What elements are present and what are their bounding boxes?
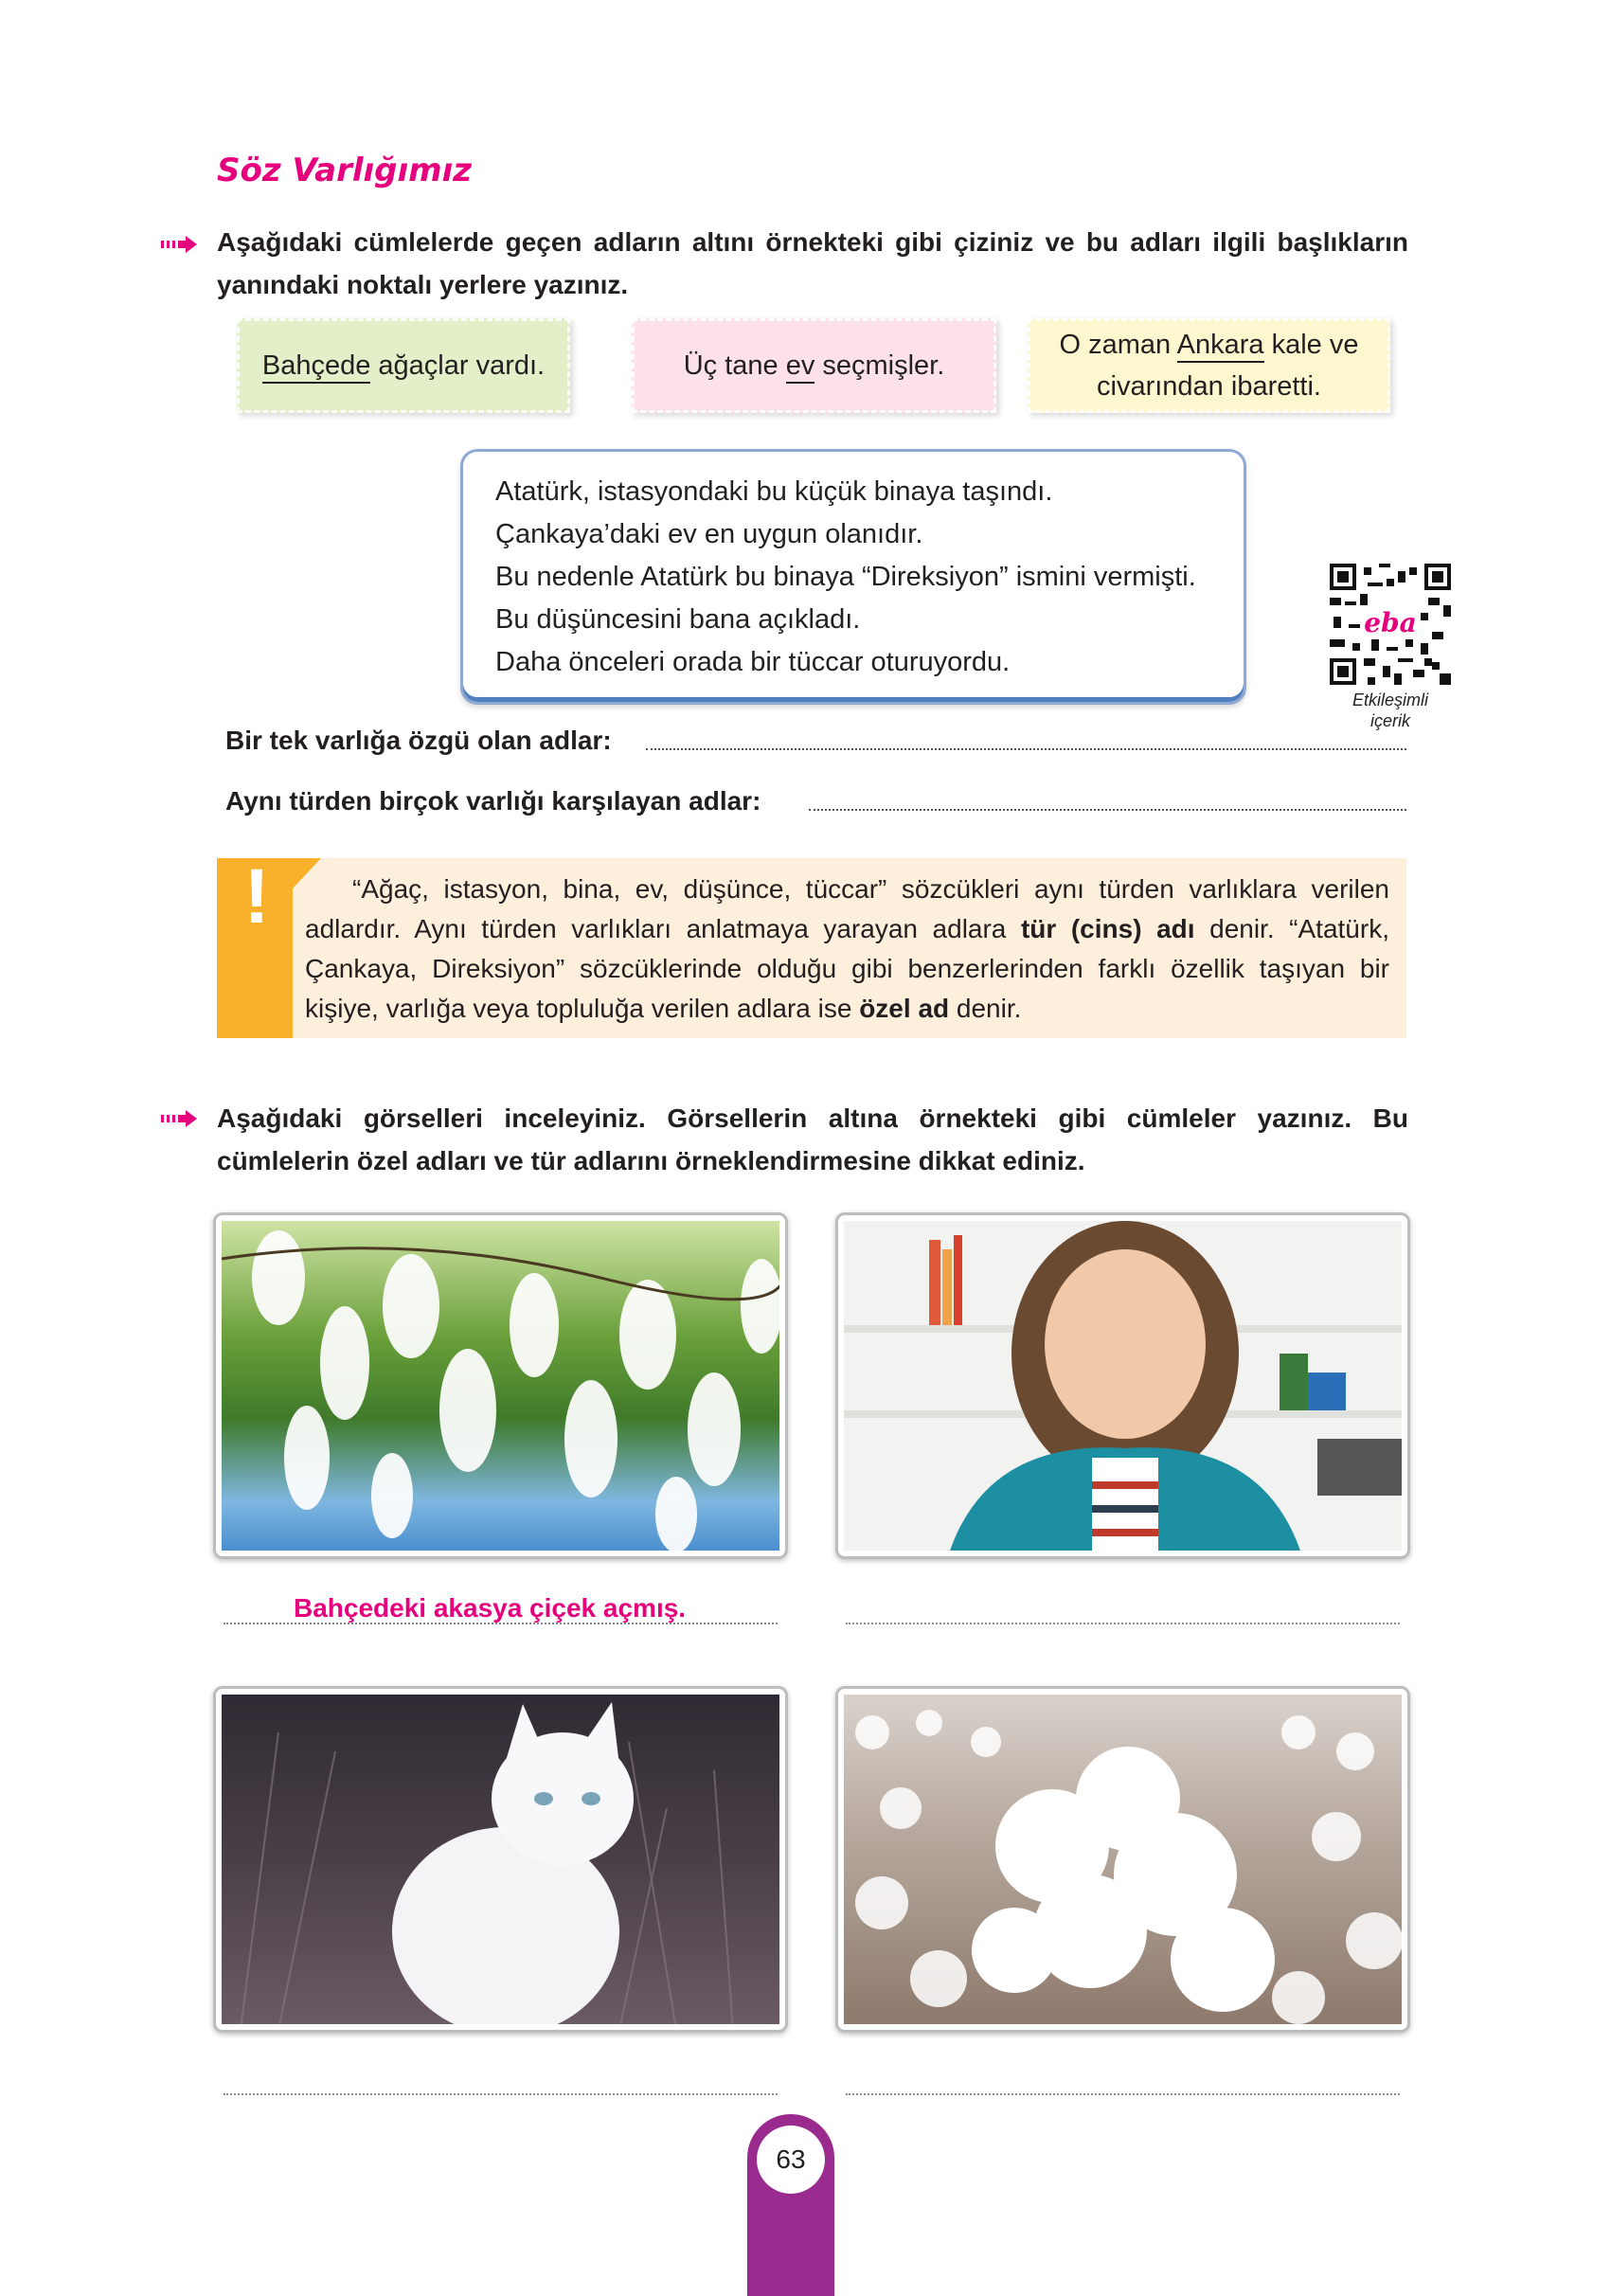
example-text: Üç tane xyxy=(683,350,786,381)
sentence: Atatürk, istasyondaki bu küçük binaya taşındı. xyxy=(495,476,1053,507)
example-card-1 xyxy=(237,318,570,413)
acacia-photo xyxy=(213,1212,788,1559)
arrow-right-icon xyxy=(161,1109,199,1128)
note-text-part: “Ağaç, istasyon, bina, ev, düşünce, tüccar” sözcükleri aynı türden varlıklara verilen adlardır. Aynı türden varlıkları anlatmaya yarayan adlara xyxy=(305,874,1389,943)
example-noun: Bahçede xyxy=(262,350,371,384)
common-nouns-answer-line[interactable] xyxy=(809,809,1406,811)
qr-label-line2: içerik xyxy=(1369,711,1410,730)
example-card-2 xyxy=(632,318,996,413)
section-title: Söz Varlığımız xyxy=(217,152,473,189)
girl-illustration xyxy=(844,1221,1402,1551)
proper-nouns-answer-line[interactable] xyxy=(646,748,1406,750)
common-nouns-label: Aynı türden birçok varlığı karşılayan adlar: xyxy=(225,786,761,816)
example-text: ağaçlar vardı. xyxy=(370,350,546,381)
cotton-photo xyxy=(835,1686,1410,2033)
qr-label-line1: Etkileşimli xyxy=(1351,691,1428,709)
example-card-3 xyxy=(1028,318,1390,413)
cotton-illustration xyxy=(844,1695,1402,2024)
answer-line-3[interactable] xyxy=(224,2093,778,2095)
cat-illustration xyxy=(222,1695,779,2024)
proper-nouns-label: Bir tek varlığa özgü olan adlar: xyxy=(225,726,612,755)
example-noun: ev xyxy=(786,350,815,384)
note-bold-term: tür (cins) adı xyxy=(1020,914,1195,943)
note-bold-term: özel ad xyxy=(859,994,950,1023)
sentence: Çankaya’daki ev en uygun olanıdır. xyxy=(495,519,923,549)
example-text: civarından ibaretti. xyxy=(1097,371,1321,402)
qr-code[interactable] xyxy=(1330,564,1451,685)
example-text: O zaman xyxy=(1059,330,1177,360)
note-text xyxy=(305,870,1389,1029)
qr-brand-text: eba xyxy=(1364,607,1417,638)
note-text-part: denir. xyxy=(949,994,1022,1023)
task1-instruction: Aşağıdaki cümlelerde geçen adların altını örnekteki gibi çiziniz ve bu adları ilgili başlıkların yanındaki noktalı yerlere yazınız. xyxy=(217,227,1408,299)
qr-label xyxy=(1316,690,1464,731)
task2-instruction: Aşağıdaki görselleri inceleyiniz. Görsellerin altına örnekteki gibi cümleler yazınız. Bu cümlelerin özel adları ve tür adlarını örneklendirmesine dikkat ediniz. xyxy=(217,1103,1408,1175)
note-text-part: denir. “Atatürk, Çankaya, Direksiyon” sözcüklerinde olduğu gibi benzerlerinden farklı özellik taşıyan bir kişiye, varlığa veya topluluğa verilen adlara ise xyxy=(305,914,1389,1023)
page-number: 63 xyxy=(757,2126,825,2194)
sentence: Daha önceleri orada bir tüccar oturuyordu. xyxy=(495,647,1011,677)
example-noun: Ankara xyxy=(1177,330,1264,363)
sentence: Bu düşüncesini bana açıkladı. xyxy=(495,604,861,635)
acacia-illustration xyxy=(222,1221,779,1551)
arrow-right-icon xyxy=(161,235,199,254)
sentence-box xyxy=(460,449,1246,705)
girl-photo xyxy=(835,1212,1410,1559)
answer-line-4[interactable] xyxy=(846,2093,1400,2095)
svg-text:!: ! xyxy=(243,858,270,934)
cat-photo xyxy=(213,1686,788,2033)
example-text: seçmişler. xyxy=(814,350,945,381)
example-answer: Bahçedeki akasya çiçek açmış. xyxy=(294,1593,687,1623)
example-text: kale ve xyxy=(1263,330,1359,360)
sentence: Bu nedenle Atatürk bu binaya “Direksiyon” ismini vermişti. xyxy=(495,562,1196,592)
answer-line-2[interactable] xyxy=(846,1623,1400,1624)
